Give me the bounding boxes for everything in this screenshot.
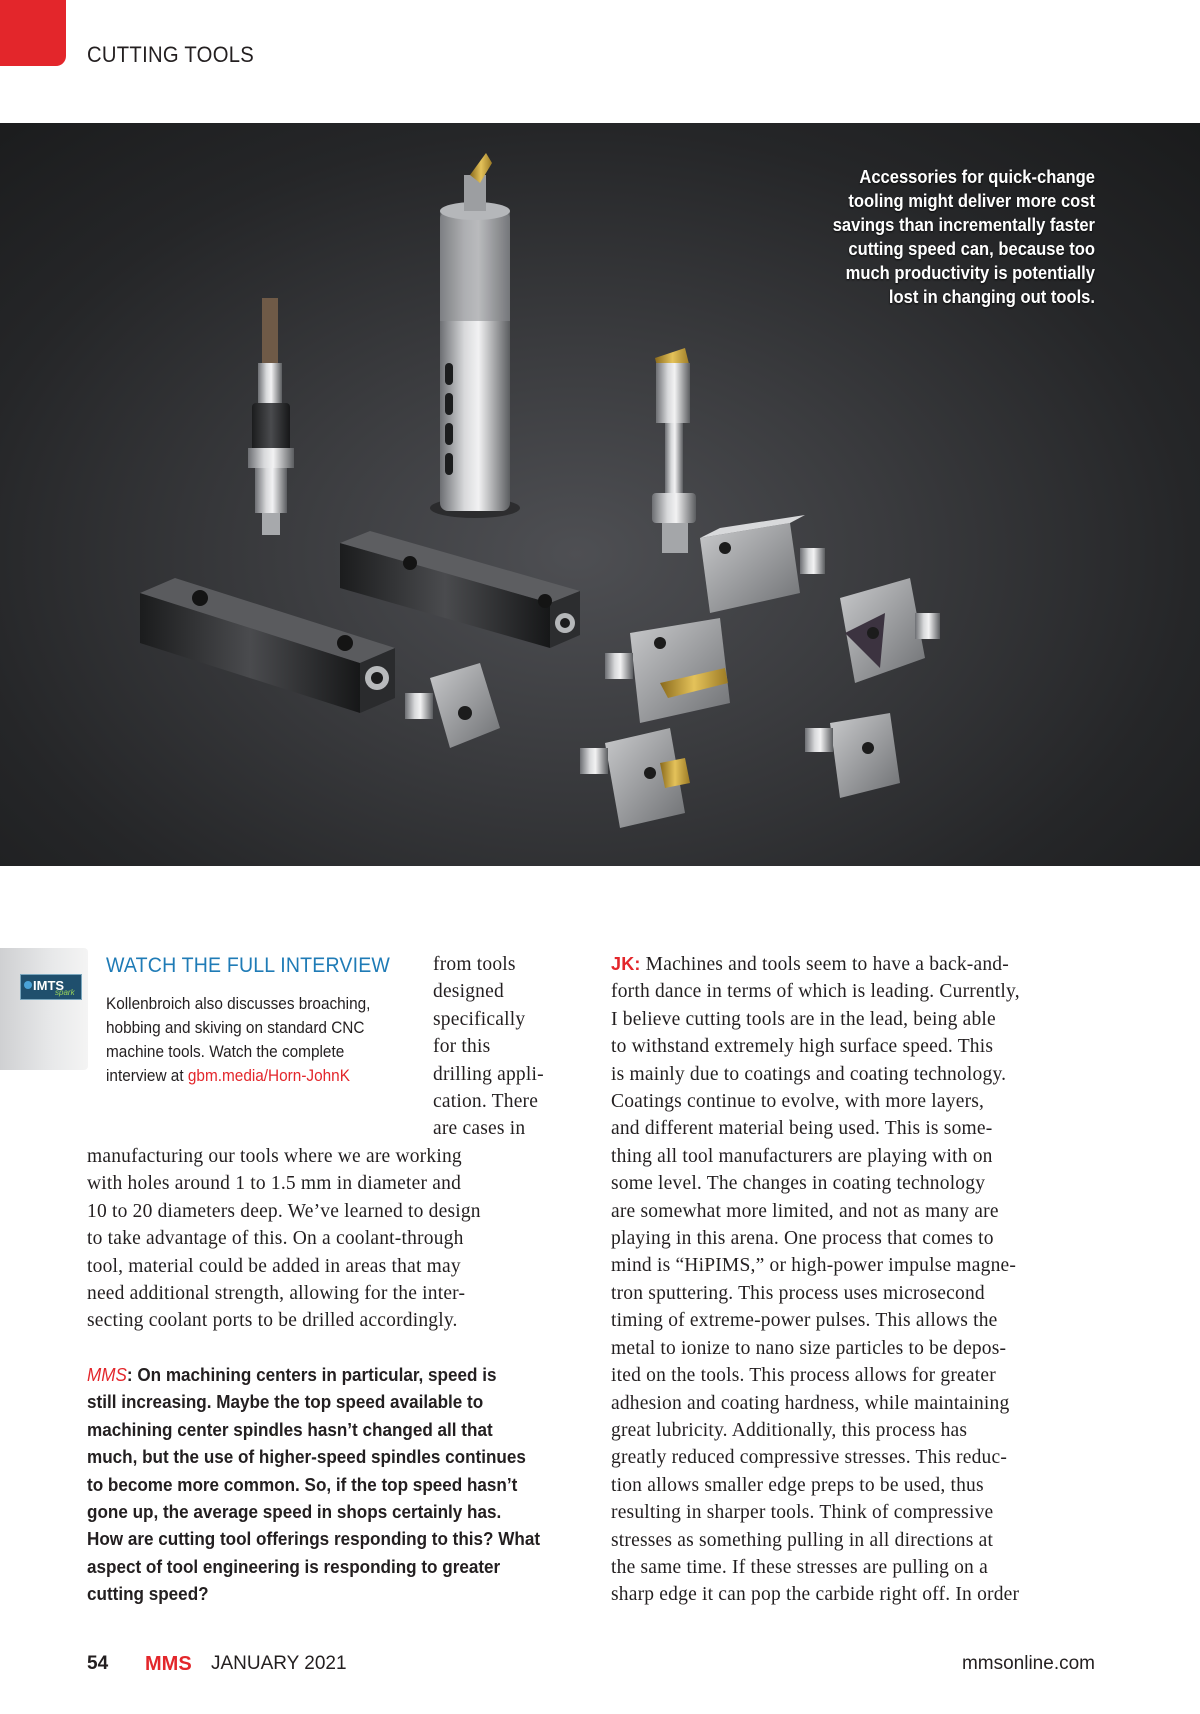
logo-dot xyxy=(24,981,32,989)
question-line xyxy=(87,1362,548,1389)
text-line: ited on the tools. This process allows for greater xyxy=(611,1365,996,1387)
text-line: sharp edge it can pop the carbide right off. In order xyxy=(611,1584,1020,1606)
text-line: is mainly due to coatings and coating technology. xyxy=(611,1063,1007,1085)
text-line: metal to ionize to nano size particles to be depos- xyxy=(611,1337,1007,1359)
text-line: timing of extreme-power pulses. This allows the xyxy=(611,1310,998,1332)
text-line: I believe cutting tools are in the lead, being able xyxy=(611,1008,996,1030)
caption-line: savings than incrementally faster xyxy=(832,215,1095,235)
text-line: playing in this arena. One process that comes to xyxy=(611,1228,994,1250)
end-mill-holder xyxy=(248,298,294,535)
photo-caption xyxy=(801,165,1095,309)
text-line: greatly reduced compressive stresses. This reduc- xyxy=(611,1447,1008,1469)
text-line: with holes around 1 to 1.5 mm in diameter and xyxy=(87,1173,462,1195)
sidebar-body-text: Kollenbroich also discusses broaching, hobbing and skiving on standard CNC machine tools. Watch the complete interview at xyxy=(106,995,371,1085)
caption-line: Accessories for quick-change xyxy=(859,167,1095,187)
text-line: are cases in xyxy=(433,1118,526,1140)
text-line: designed xyxy=(433,981,504,1003)
interview-sidebar xyxy=(106,954,406,1088)
text-line: from tools xyxy=(433,954,516,975)
text-line: to withstand extremely high surface speed. This xyxy=(611,1036,994,1058)
text-line xyxy=(611,951,1111,978)
question-line-text: : On machining centers in particular, speed is xyxy=(126,1365,497,1385)
text-line: for this xyxy=(433,1036,491,1058)
caption-line: lost in changing out tools. xyxy=(888,287,1095,307)
question-line: much, but the use of higher-speed spindles continues xyxy=(87,1447,526,1468)
threading-head xyxy=(840,578,940,683)
text-line: tron sputtering. This process uses microsecond xyxy=(611,1282,985,1304)
spark-label: spark xyxy=(55,988,75,997)
text-line: are somewhat more limited, and not as many are xyxy=(611,1200,999,1222)
text-line: cation. There xyxy=(433,1091,539,1113)
turning-head-right xyxy=(805,713,900,798)
issue-date: JANUARY 2021 xyxy=(211,1653,347,1674)
question-line: to become more common. So, if the top speed hasn’t xyxy=(87,1474,518,1495)
question-line: aspect of tool engineering is responding to greater xyxy=(87,1556,501,1577)
interview-question xyxy=(87,1362,577,1609)
page-number: 54 xyxy=(87,1653,109,1674)
grooving-head-2 xyxy=(605,618,730,723)
text-line: great lubricity. Additionally, this process has xyxy=(611,1419,968,1441)
text-line: manufacturing our tools where we are working xyxy=(87,1146,462,1167)
text-line: thing all tool manufacturers are playing with on xyxy=(611,1145,993,1167)
question-line: cutting speed? xyxy=(87,1584,209,1605)
text-line: drilling appli- xyxy=(433,1063,544,1085)
magazine-name: MMS xyxy=(145,1653,192,1675)
text-line: stresses as something pulling in all directions at xyxy=(611,1529,994,1551)
turning-head-left xyxy=(405,663,500,748)
text-line: to take advantage of this. On a coolant-through xyxy=(87,1228,464,1250)
question-line: machining center spindles hasn’t changed all that xyxy=(87,1419,493,1440)
column-a-paragraph xyxy=(87,1143,547,1335)
text-line: tool, material could be added in areas that may xyxy=(87,1255,461,1277)
website-link[interactable]: mmsonline.com xyxy=(961,1653,1095,1674)
text-line: tion allows smaller edge preps to be used, thus xyxy=(611,1474,984,1496)
text-line: adhesion and coating hardness, while maintaining xyxy=(611,1392,1010,1414)
text-line: forth dance in terms of which is leading. Currently, xyxy=(611,981,1020,1003)
square-shank-bar-left xyxy=(140,578,395,713)
caption-line: tooling might deliver more cost xyxy=(848,191,1095,211)
small-boring-tool xyxy=(652,348,696,553)
text-line: resulting in sharper tools. Think of compressive xyxy=(611,1502,994,1524)
column-b-answer xyxy=(611,951,1111,1609)
caption-line: much productivity is potentially xyxy=(845,263,1095,283)
imts-label: IMTS xyxy=(33,978,65,993)
column-a-wrap-text xyxy=(433,951,583,1143)
answer-first-line: Machines and tools seem to have a back-and- xyxy=(640,954,1009,975)
question-line: How are cutting tool offerings responding to this? What xyxy=(87,1529,541,1550)
turning-head-bottom xyxy=(580,728,690,828)
answer-speaker: JK: xyxy=(611,954,641,974)
text-line: secting coolant ports to be drilled accordingly. xyxy=(87,1310,458,1332)
text-line: and different material being used. This is some- xyxy=(611,1118,993,1140)
sidebar-title: WATCH THE FULL INTERVIEW xyxy=(106,954,391,977)
text-line: specifically xyxy=(433,1008,526,1030)
text-line: Coatings continue to evolve, with more layers, xyxy=(611,1091,985,1113)
imts-spark-logo[interactable] xyxy=(0,948,88,1070)
interview-link[interactable]: gbm.media/Horn-JohnK xyxy=(187,1067,350,1085)
section-tab xyxy=(0,0,66,66)
grooving-head-1 xyxy=(700,515,825,613)
text-line: 10 to 20 diameters deep. We’ve learned to design xyxy=(87,1200,481,1222)
text-line: need additional strength, allowing for the inter- xyxy=(87,1283,466,1305)
text-line: some level. The changes in coating technology xyxy=(611,1173,986,1195)
text-line: the same time. If these stresses are pulling on a xyxy=(611,1556,988,1578)
page-footer xyxy=(87,1653,1095,1683)
question-line: still increasing. Maybe the top speed available to xyxy=(87,1392,484,1413)
square-shank-bar-center xyxy=(340,531,580,648)
caption-line: cutting speed can, because too xyxy=(848,239,1095,259)
sidebar-body xyxy=(106,992,394,1088)
question-line: gone up, the average speed in shops certainly has. xyxy=(87,1502,502,1523)
question-speaker: MMS xyxy=(87,1365,127,1385)
text-line: mind is “HiPIMS,” or high-power impulse magne- xyxy=(611,1255,1017,1277)
product-photo xyxy=(0,123,1200,866)
boring-bar-tool xyxy=(430,153,520,518)
section-label: CUTTING TOOLS xyxy=(87,42,255,67)
